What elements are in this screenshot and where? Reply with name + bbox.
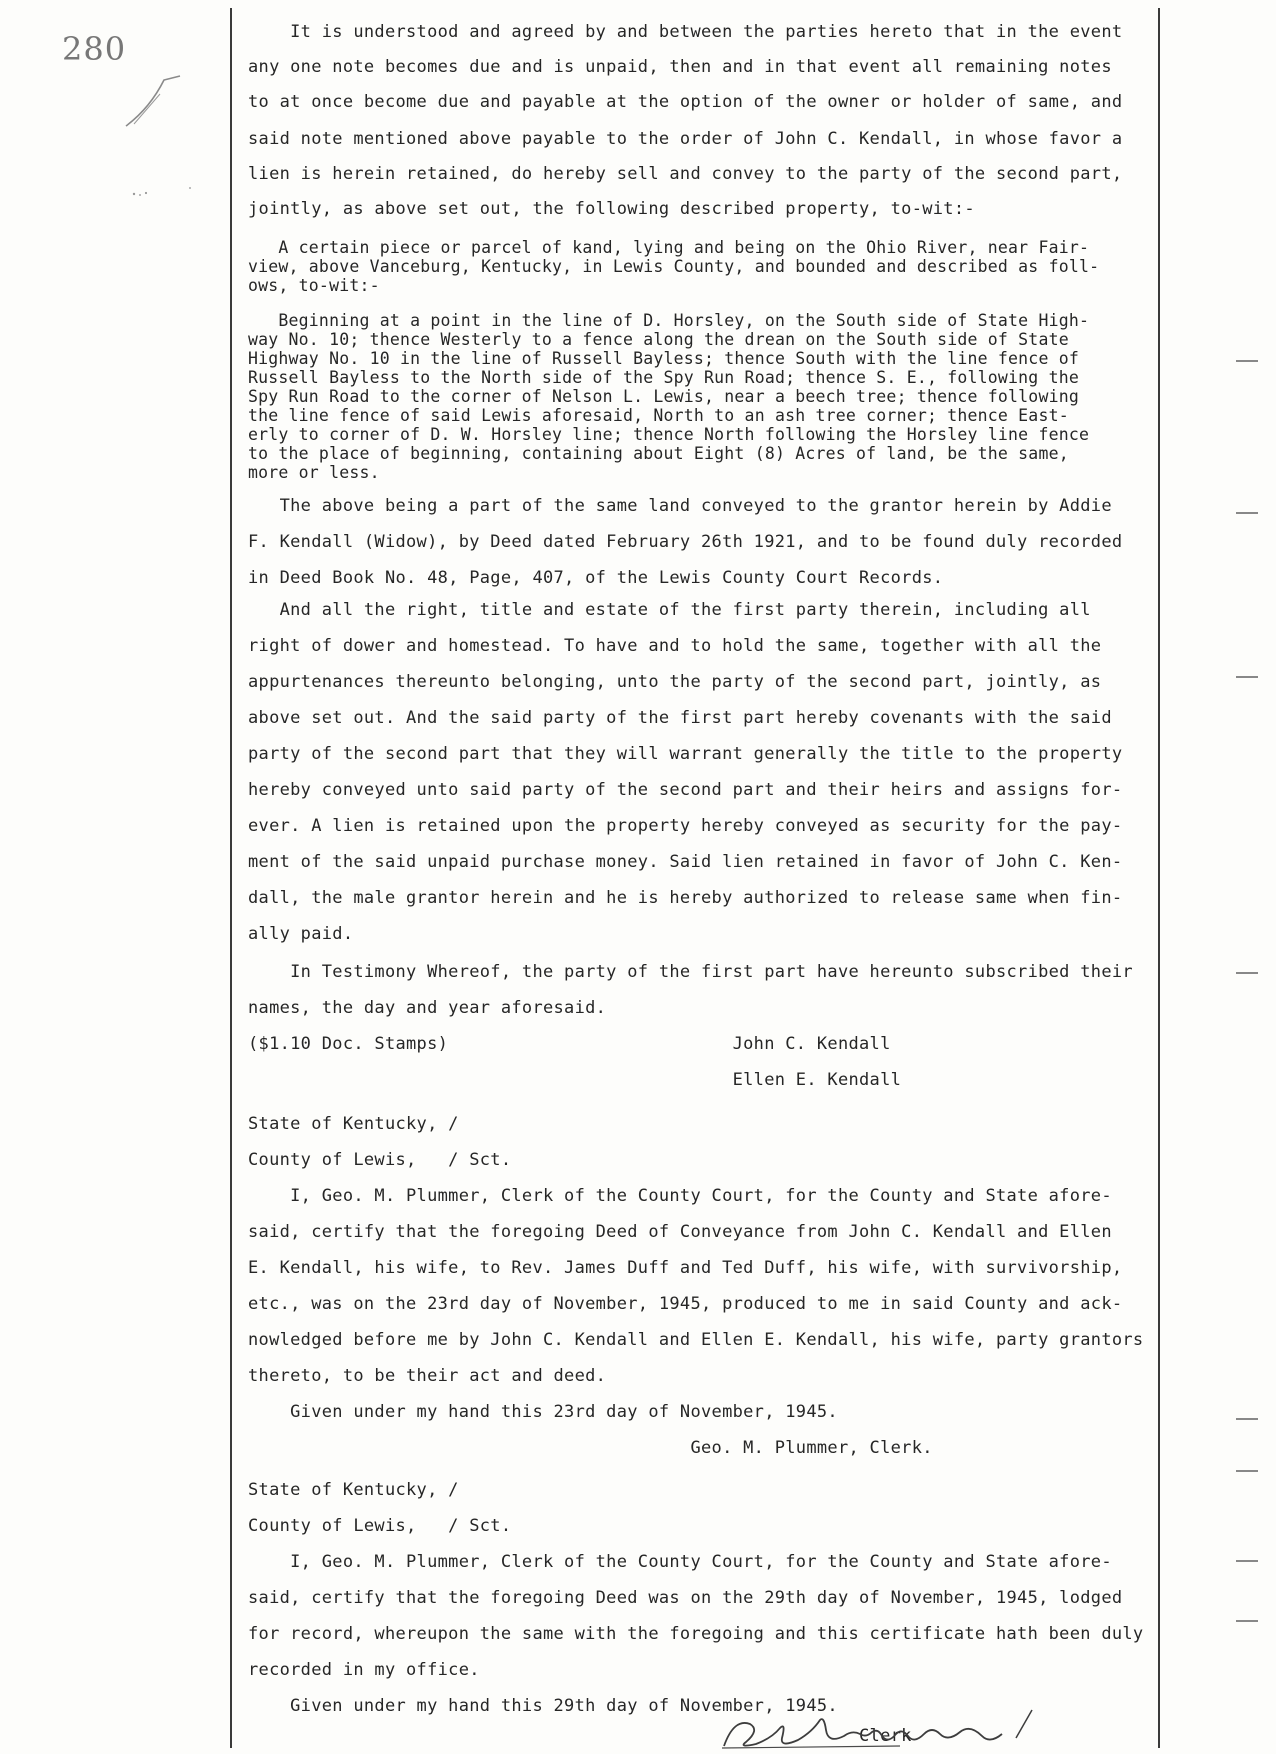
- clerk-signature: [720, 1708, 1120, 1754]
- text-line: etc., was on the 23rd day of November, 1945, produced to me in said County and ack-: [248, 1294, 1123, 1314]
- text-line: erly to corner of D. W. Horsley line; thence North following the Horsley line fence: [248, 425, 1090, 444]
- edge-tick-mark: [1236, 1620, 1258, 1622]
- text-line: said note mentioned above payable to the order of John C. Kendall, in whose favor a: [248, 129, 1123, 149]
- page-number: 280: [62, 30, 127, 68]
- text-line: ows, to-wit:-: [248, 276, 380, 295]
- text-line: more or less.: [248, 463, 380, 482]
- text-line: the line fence of said Lewis aforesaid, North to an ash tree corner; thence East-: [248, 406, 1069, 425]
- text-line: Russell Bayless to the North side of the Spy Run Road; thence S. E., following the: [248, 368, 1079, 387]
- text-line: appurtenances thereunto belonging, unto the party of the second part, jointly, as: [248, 672, 1102, 692]
- text-line: hereby conveyed unto said party of the second part and their heirs and assigns for-: [248, 780, 1123, 800]
- left-margin-rule: [230, 8, 232, 1748]
- text-line: lien is herein retained, do hereby sell and convey to the party of the second part,: [248, 164, 1123, 184]
- edge-tick-mark: [1236, 676, 1258, 678]
- text-line: It is understood and agreed by and between the parties hereto that in the event: [248, 22, 1123, 42]
- text-line: dall, the male grantor herein and he is hereby authorized to release same when fin-: [248, 888, 1123, 908]
- text-line: ($1.10 Doc. Stamps) John C. Kendall: [248, 1034, 891, 1054]
- right-margin-rule: [1158, 8, 1160, 1748]
- text-line: said, certify that the foregoing Deed was on the 29th day of November, 1945, lodged: [248, 1588, 1123, 1608]
- edge-tick-mark: [1236, 1470, 1258, 1472]
- text-line: any one note becomes due and is unpaid, then and in that event all remaining notes: [248, 57, 1112, 77]
- text-line: I, Geo. M. Plummer, Clerk of the County Court, for the County and State afore-: [248, 1552, 1112, 1572]
- text-line: view, above Vanceburg, Kentucky, in Lewis County, and bounded and described as foll-: [248, 257, 1100, 276]
- text-line: nowledged before me by John C. Kendall and Ellen E. Kendall, his wife, party grantors: [248, 1330, 1144, 1350]
- text-line: County of Lewis, / Sct.: [248, 1150, 512, 1170]
- text-line: And all the right, title and estate of the first party therein, including all: [248, 600, 1091, 620]
- text-line: right of dower and homestead. To have and to hold the same, together with all the: [248, 636, 1102, 656]
- text-line: said, certify that the foregoing Deed of Conveyance from John C. Kendall and Ellen: [248, 1222, 1112, 1242]
- text-line: jointly, as above set out, the following described property, to-wit:-: [248, 199, 975, 219]
- text-line: ever. A lien is retained upon the property hereby conveyed as security for the pay-: [248, 816, 1123, 836]
- edge-tick-mark: [1236, 1418, 1258, 1420]
- text-line: County of Lewis, / Sct.: [248, 1516, 512, 1536]
- text-line: In Testimony Whereof, the party of the first part have hereunto subscribed their: [248, 962, 1133, 982]
- text-line: E. Kendall, his wife, to Rev. James Duff and Ted Duff, his wife, with survivorship,: [248, 1258, 1123, 1278]
- text-line: I, Geo. M. Plummer, Clerk of the County Court, for the County and State afore-: [248, 1186, 1112, 1206]
- text-line: to at once become due and payable at the option of the owner or holder of same, and: [248, 92, 1123, 112]
- text-line: Spy Run Road to the corner of Nelson L. Lewis, near a beech tree; thence following: [248, 387, 1079, 406]
- text-line: ally paid.: [248, 924, 354, 944]
- text-line: party of the second part that they will warrant generally the title to the property: [248, 744, 1123, 764]
- text-line: to the place of beginning, containing about Eight (8) Acres of land, be the same,: [248, 444, 1069, 463]
- margin-speck-mark: [128, 182, 198, 202]
- edge-tick-mark: [1236, 512, 1258, 514]
- edge-tick-mark: [1236, 972, 1258, 974]
- text-line: above set out. And the said party of the first part hereby covenants with the said: [248, 708, 1112, 728]
- text-line: Ellen E. Kendall: [248, 1070, 902, 1090]
- text-line: State of Kentucky, /: [248, 1480, 459, 1500]
- text-line: Beginning at a point in the line of D. Horsley, on the South side of State High-: [248, 311, 1090, 330]
- text-line: way No. 10; thence Westerly to a fence along the drean on the South side of State: [248, 330, 1069, 349]
- text-line: names, the day and year aforesaid.: [248, 998, 607, 1018]
- text-line: Geo. M. Plummer, Clerk.: [248, 1438, 933, 1458]
- text-line: recorded in my office.: [248, 1660, 480, 1680]
- text-line: F. Kendall (Widow), by Deed dated February 26th 1921, and to be found duly recorded: [248, 532, 1123, 552]
- text-line: in Deed Book No. 48, Page, 407, of the Lewis County Court Records.: [248, 568, 944, 588]
- text-line: Clerk: [248, 1726, 912, 1746]
- edge-tick-mark: [1236, 1560, 1258, 1562]
- text-line: for record, whereupon the same with the foregoing and this certificate hath been duly: [248, 1624, 1144, 1644]
- text-line: A certain piece or parcel of kand, lying and being on the Ohio River, near Fair-: [248, 238, 1090, 257]
- text-line: thereto, to be their act and deed.: [248, 1366, 607, 1386]
- margin-pencil-mark: [120, 72, 190, 132]
- text-line: Given under my hand this 23rd day of November, 1945.: [248, 1402, 838, 1422]
- text-line: Highway No. 10 in the line of Russell Bayless; thence South with the line fence of: [248, 349, 1079, 368]
- text-line: State of Kentucky, /: [248, 1114, 459, 1134]
- text-line: ment of the said unpaid purchase money. Said lien retained in favor of John C. Ken-: [248, 852, 1123, 872]
- text-line: The above being a part of the same land conveyed to the grantor herein by Addie: [248, 496, 1112, 516]
- edge-tick-mark: [1236, 360, 1258, 362]
- text-line: Given under my hand this 29th day of November, 1945.: [248, 1696, 838, 1716]
